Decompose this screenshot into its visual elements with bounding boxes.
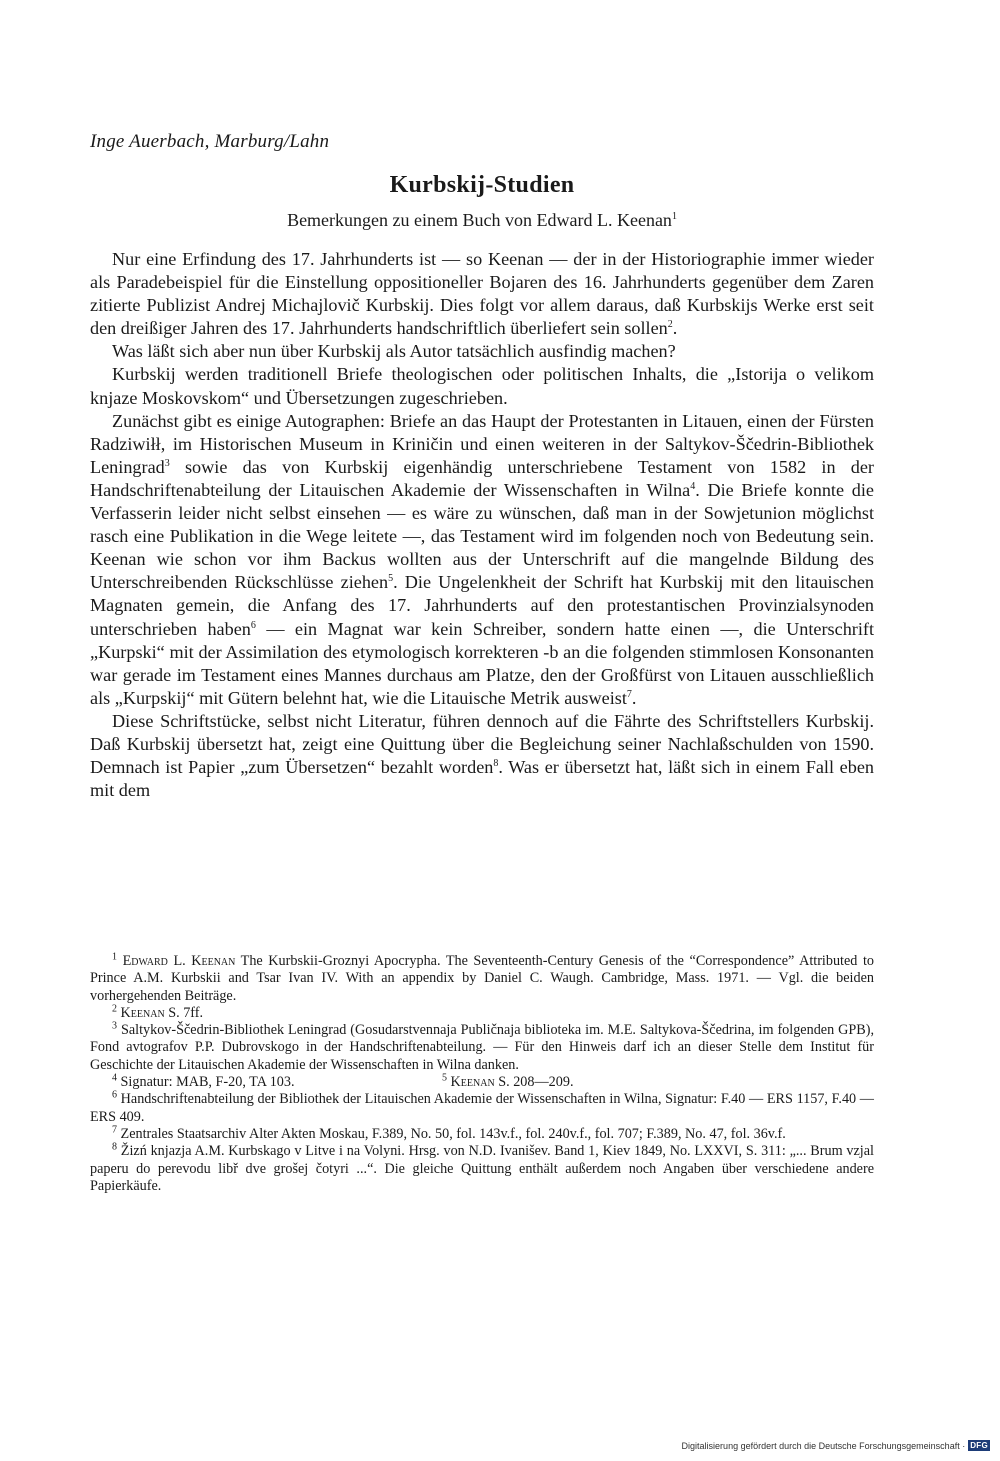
footnote-1 — [90, 953, 874, 1005]
paragraph-text: Zunächst gibt es einige Autographen: Briefe an das Haupt der Protestanten in Litauen, einen der Fürsten Radziwiłł, im Historischen Museum in Kriničin und einen weiteren in der Saltykov-Ščedrin-Bibliothek Leningrad — [90, 410, 874, 477]
dfg-logo: DFG — [970, 1441, 988, 1450]
footnote-6 — [90, 1091, 874, 1126]
footnote-8 — [90, 1143, 874, 1195]
paragraph-3: Kurbskij werden traditionell Briefe theologischen oder politischen Inhalts, die „Istorija o velikom knjaze Moskovskom“ und Übersetzungen zugeschrieben. — [90, 364, 874, 408]
article-subtitle — [90, 210, 874, 231]
footnote-number: 7 — [112, 1124, 117, 1136]
paragraph-text: . Was er übersetzt hat, läßt sich in einem Fall eben mit dem — [90, 757, 874, 801]
subtitle-text: Bemerkungen zu einem Buch von Edward L. Keenan — [287, 210, 672, 230]
footnote-7 — [90, 1126, 874, 1143]
footnote-ref[interactable]: 1 — [671, 211, 677, 222]
footnote-text: Saltykov-Ščedrin-Bibliothek Leningrad (Gosudarstvennaja Publičnaja biblioteka im. M.E. Saltykova-Ščedrina, im folgenden GPB), Fond avtografov P.P. Dubrovskogo in der Handschriftenabteilung. — Für den Hinweis darf ich an dieser Stelle dem Institut für Geschichte der Litauischen Akademie der Wissenschaften in Wilna danken. — [90, 1022, 874, 1073]
body-text — [90, 248, 874, 802]
credit-text: Digitalisierung gefördert durch die Deutsche Forschungsgemeinschaft · — [681, 1440, 966, 1451]
paragraph-text: . Die Ungelenkheit der Schrift hat Kurbskij mit den litauischen Magnaten gemein, die Anfang des 17. Jahrhunderts auf den protestantischen Provinzialsynoden unterschrieben haben — [90, 572, 875, 639]
footnote-text: Žizń knjazja A.M. Kurbskago v Litve i na Volyni. Hrsg. von N.D. Ivanišev. Band 1, Kiev 1849, No. LXXVI, S. 311: „... Brum vzjal paperu do perevodu libř dve grošej čotyri ...“. Die gleiche Quittung enthält außerdem noch Angaben über verschiedene andere Papierkäufe. — [90, 1143, 874, 1194]
paragraph-text: Nur eine Erfindung des 17. Jahrhunderts ist — so Keenan — der in der Historiographie immer wieder als Paradebeispiel für die Einstellung oppositioneller Bojaren des 16. Jahrhunderts gegenüber dem Zaren zitierte Publizist Andrej Michajlovič Kurbskij. Dies folgt vor allem daraus, daß Kurbskijs Werke erst seit den dreißiger Jahren des 17. Jahrhunderts handschriftlich überliefert sein sollen — [90, 249, 874, 339]
footnote-number: 2 — [112, 1003, 117, 1015]
footnote-ref[interactable]: 5 — [388, 573, 394, 585]
footnote-text: S. 7ff. — [164, 1004, 204, 1021]
footnote-3 — [90, 1022, 874, 1074]
paragraph-text: — ein Magnat war kein Schreiber, sondern hatte einen —, die Unterschrift „Kurpski“ mit der Assimilation des etymologisch korrekteren -b an die folgenden stimmlosen Konsonanten war gerade im Testament eines Mannes durchaus am Platze, den der Großfürst von Litauen ausschließlich als „Kurpskij“ mit Gütern belehnt hat, wie die Litauische Metrik ausweist — [90, 618, 875, 708]
paragraph-text: . — [672, 318, 678, 339]
paragraph-text: Diese Schriftstücke, selbst nicht Literatur, führen dennoch auf die Fährte des Schriftstellers Kurbskij. Daß Kurbskij übersetzt hat, zeigt eine Quittung über die Begleichung seiner Nachlaßschulden von 1590. Demnach ist Papier „zum Übersetzen“ bezahlt worden — [90, 710, 874, 778]
footnote-number: 8 — [112, 1141, 117, 1153]
footnote-ref[interactable]: 7 — [626, 688, 632, 700]
footnote-text: Handschriftenabteilung der Bibliothek der Litauischen Akademie der Wissenschaften in Wilna, Signatur: F.40 — ERS 1157, F.40 — ERS 409. — [90, 1091, 874, 1125]
footnote-text: Zentrales Staatsarchiv Alter Akten Moskau, F.389, No. 50, fol. 143v.f., fol. 240v.f., fol. 707; F.389, No. 47, fol. 36v.f. — [117, 1125, 786, 1142]
footnote-ref[interactable]: 3 — [164, 457, 170, 469]
footnote-ref[interactable]: 6 — [250, 619, 256, 631]
footnotes — [90, 953, 874, 1195]
footnote-text: S. 208—209. — [494, 1074, 574, 1091]
footnote-author: Keenan — [120, 1004, 165, 1021]
paragraph-text: sowie das von Kurbskij eigenhändig unterschriebene Testament von 1582 in der Handschriftenabteilung der Litauischen Akademie der Wissenschaften in Wilna — [90, 456, 874, 500]
footnote-number: 6 — [112, 1089, 117, 1101]
paragraph-text: . Die Briefe konnte die Verfasserin leider nicht selbst einsehen — es wäre zu wünschen, daß man in der Sowjetunion möglichst rasch eine Publikation in die Wege leitete —, das Testament wird im folgenden noch von Bedeutung sein. Keenan wie schon vor ihm Backus wollten aus der Unterschrift auf die mangelnde Bildung des Unterschreibenden Rückschlüsse ziehen — [90, 479, 874, 593]
footnote-2 — [90, 1005, 874, 1022]
footnote-5 — [442, 1074, 574, 1090]
paragraph-5 — [90, 710, 874, 802]
footnote-number: 5 — [442, 1072, 447, 1084]
footnote-number: 3 — [112, 1020, 117, 1032]
footnote-ref[interactable]: 4 — [690, 480, 696, 492]
paragraph-1 — [90, 248, 874, 340]
author-line: Inge Auerbach, Marburg/Lahn — [90, 131, 330, 152]
footnote-ref[interactable]: 8 — [493, 758, 499, 769]
footnote-ref[interactable]: 2 — [667, 319, 673, 331]
footnote-4 — [112, 1074, 442, 1091]
footnote-number: 4 — [112, 1072, 117, 1084]
footnote-4-5 — [90, 1074, 874, 1091]
paragraph-2: Was läßt sich aber nun über Kurbskij als Autor tatsächlich ausfindig machen? — [112, 341, 676, 362]
digitization-credit — [682, 1440, 990, 1451]
footnote-author: Keenan — [450, 1074, 495, 1091]
footnote-text: Signatur: MAB, F-20, TA 103. — [117, 1074, 295, 1091]
article-title: Kurbskij-Studien — [389, 172, 575, 198]
paragraph-text: . — [631, 687, 637, 708]
footnote-number: 1 — [112, 951, 117, 963]
footnote-text: The Kurbskii-Groznyi Apocrypha. The Seventeenth-Century Genesis of the “Correspondence” Attributed to Prince A.M. Kurbskii and Tsar Ivan IV. With an appendix by Daniel C. Waugh. Cambridge, Mass. 1971. — Vgl. die beiden vorhergehenden Beiträge. — [90, 953, 874, 1004]
paragraph-4 — [90, 410, 874, 710]
footnote-author: Edward L. Keenan — [122, 953, 236, 969]
